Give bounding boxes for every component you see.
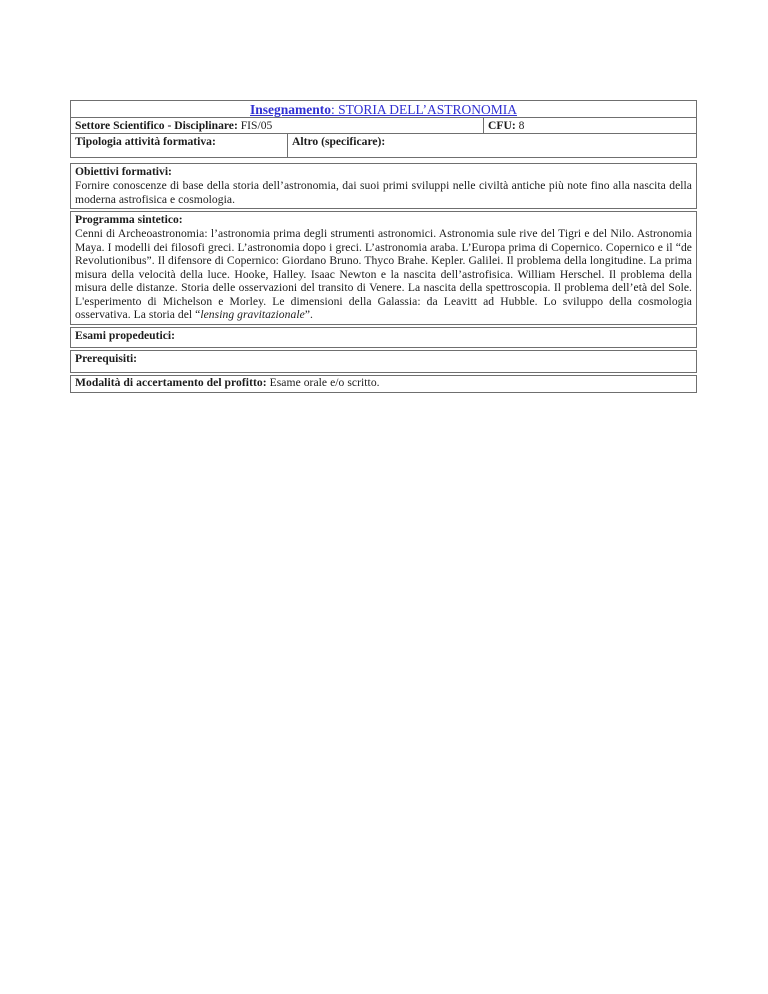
cfu-label: CFU:: [488, 119, 516, 132]
course-title: [250, 101, 517, 118]
tipologia-cell: [71, 134, 288, 157]
tipologia-label: Tipologia attività formativa:: [75, 135, 216, 148]
modalita-text: [75, 376, 692, 390]
altro-label: Altro (specificare):: [292, 135, 386, 148]
tipologia-altro-row: [70, 133, 697, 158]
esami-section: [70, 327, 697, 348]
course-title-row: [70, 100, 697, 118]
settore-cfu-row: [70, 117, 697, 134]
course-description-table: [70, 100, 697, 393]
prerequisiti-section: [70, 350, 697, 373]
programma-header: Programma sintetico:: [75, 213, 183, 226]
modalita-label: Modalità di accertamento del profitto:: [75, 375, 267, 389]
prerequisiti-header: Prerequisiti:: [75, 351, 138, 365]
course-title-label: Insegnamento: [249, 101, 331, 117]
esami-header: Esami propedeutici:: [75, 328, 175, 342]
obiettivi-section: [70, 163, 697, 209]
obiettivi-header: Obiettivi formativi:: [75, 165, 172, 178]
programma-text: [75, 227, 692, 322]
course-title-value: : STORIA DELL’ASTRONOMIA: [331, 101, 518, 117]
settore-value: FIS/05: [240, 119, 273, 132]
modalita-value: Esame orale e/o scritto.: [269, 375, 380, 389]
settore-label: Settore Scientifico - Disciplinare:: [75, 119, 238, 132]
settore-cell: [71, 118, 484, 133]
modalita-section: [70, 375, 697, 393]
cfu-cell: [484, 118, 696, 133]
programma-text-italic: lensing gravitazionale: [200, 308, 305, 321]
programma-text-end: ”.: [304, 308, 313, 321]
programma-text-main: Cenni di Archeoastronomia: l’astronomia prima degli strumenti astronomici. Astronomia sule rive del Tigri e del Nilo. Astronomia Maya. I modelli dei filosofi greci. L’astronomia dopo i greci. L’astronomia araba. L’Europa prima di Copernico. Copernico e il “de Revolutionibus”. Il difensore di Copernico: Giordano Bruno. Thyco Brahe. Kepler. Galilei. Il problema della longitudine. La prima misura della velocità della luce. Hooke, Halley. Isaac Newton e la nascita dell’astrofisica. William Herschel. Il problema della misura delle distanze. Storia delle osservazioni del transito di Venere. La nascita della spettroscopia. Il problema dell’età del Sole. L'esperimento di Michelson e Morley. Le dimensioni della Galassia: da Leavitt ad Hubble. Lo sviluppo della cosmologia osservativa. La storia del “: [75, 227, 692, 321]
cfu-value: 8: [518, 119, 525, 132]
programma-section: [70, 211, 697, 325]
altro-cell: [288, 134, 696, 157]
obiettivi-text: Fornire conoscenze di base della storia dell’astronomia, dai suoi primi sviluppi nelle civiltà antiche più note fino alla nascita della moderna astrofisica e cosmologia.: [75, 179, 692, 206]
